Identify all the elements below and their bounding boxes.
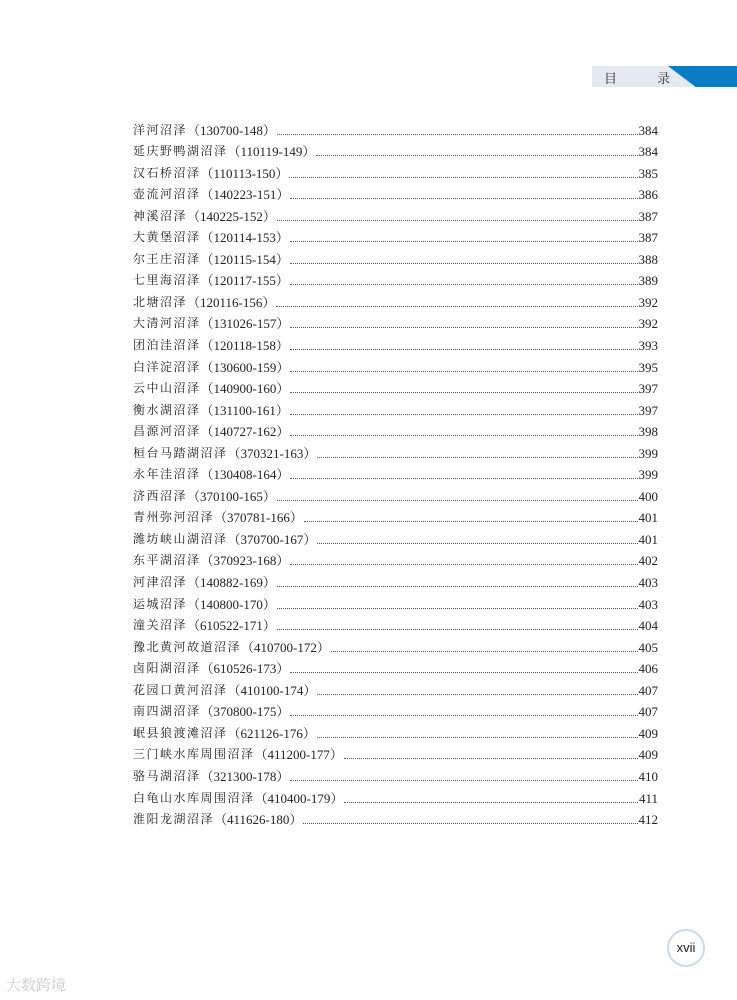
entry-page: 403 bbox=[638, 575, 658, 591]
toc-entry[interactable] bbox=[133, 485, 658, 507]
entry-code: （370800-175） bbox=[200, 704, 290, 720]
entry-name: 昌源河沼泽 bbox=[133, 424, 201, 439]
entry-code-value: 120117-155 bbox=[213, 273, 276, 289]
entry-code: （120115-154） bbox=[200, 251, 289, 267]
entry-page: 389 bbox=[638, 273, 658, 289]
entry-code-value: 131100-161 bbox=[213, 402, 276, 418]
entry-name: 骆马湖沼泽 bbox=[133, 768, 201, 783]
entry-name: 岷县狼渡滩沼泽 bbox=[133, 725, 228, 740]
toc-entry[interactable] bbox=[133, 787, 658, 809]
entry-page: 405 bbox=[638, 639, 658, 655]
toc-entry[interactable] bbox=[133, 442, 658, 464]
toc-entry[interactable] bbox=[133, 399, 658, 421]
toc-entry[interactable] bbox=[133, 571, 658, 593]
entry-page: 392 bbox=[638, 294, 658, 310]
leader-dots bbox=[344, 758, 638, 759]
entry-code-value: 610526-173 bbox=[213, 661, 277, 677]
entry-page: 384 bbox=[638, 122, 658, 138]
leader-dots bbox=[277, 500, 638, 501]
entry-code: （321300-178） bbox=[200, 768, 290, 784]
section-header bbox=[592, 66, 737, 87]
leader-dots bbox=[290, 198, 637, 199]
toc-entry[interactable] bbox=[133, 765, 658, 787]
entry-code-value: 410400-179 bbox=[267, 790, 331, 806]
toc-entry[interactable] bbox=[133, 141, 658, 163]
leader-dots bbox=[290, 263, 638, 264]
entry-page: 401 bbox=[638, 531, 658, 547]
entry-page: 399 bbox=[638, 445, 658, 461]
entry-code: （131100-161） bbox=[200, 402, 289, 418]
toc-entry[interactable] bbox=[133, 184, 658, 206]
leader-dots bbox=[290, 392, 637, 393]
entry-code: （140223-151） bbox=[200, 187, 290, 203]
entry-page: 411 bbox=[638, 790, 658, 806]
toc-entry[interactable] bbox=[133, 507, 658, 529]
entry-code-value: 130600-159 bbox=[213, 359, 277, 375]
entry-page: 406 bbox=[638, 661, 658, 677]
entry-code: （610526-173） bbox=[200, 661, 290, 677]
entry-code-value: 131026-157 bbox=[213, 316, 277, 332]
entry-name: 三门峡水库周围沼泽 bbox=[133, 747, 255, 762]
entry-code: （130408-164） bbox=[200, 467, 290, 483]
entry-code: （140225-152） bbox=[187, 208, 276, 224]
entry-page: 398 bbox=[638, 424, 658, 440]
entry-code-value: 370700-167 bbox=[240, 531, 304, 547]
entry-name: 桓台马踏湖沼泽 bbox=[133, 445, 228, 460]
entry-code: （120117-155） bbox=[200, 273, 289, 289]
entry-code: （411200-177） bbox=[254, 747, 343, 763]
entry-name: 白龟山水库周围沼泽 bbox=[133, 790, 255, 805]
entry-name: 潼关沼泽 bbox=[133, 618, 188, 633]
entry-code-value: 410700-172 bbox=[254, 639, 317, 655]
leader-dots bbox=[290, 780, 637, 781]
leader-dots bbox=[290, 672, 637, 673]
leader-dots bbox=[276, 306, 637, 307]
entry-code: （120118-158） bbox=[200, 338, 289, 354]
leader-dots bbox=[277, 586, 638, 587]
entry-page: 393 bbox=[638, 338, 658, 354]
entry-page: 409 bbox=[638, 725, 658, 741]
toc-entry[interactable] bbox=[133, 291, 658, 313]
entry-code: （370700-167） bbox=[227, 531, 317, 547]
entry-name: 衡水湖沼泽 bbox=[133, 402, 201, 417]
entry-code: （140727-162） bbox=[200, 424, 290, 440]
entry-code: （120114-153） bbox=[200, 230, 289, 246]
entry-code-value: 120114-153 bbox=[213, 230, 276, 246]
entry-name: 河津沼泽 bbox=[133, 575, 188, 590]
leader-dots bbox=[290, 478, 637, 479]
entry-name: 运城沼泽 bbox=[133, 596, 188, 611]
entry-name: 尔王庄沼泽 bbox=[133, 251, 201, 266]
leader-dots bbox=[290, 241, 638, 242]
entry-code-value: 140900-160 bbox=[213, 381, 277, 397]
leader-dots bbox=[290, 435, 637, 436]
entry-page: 407 bbox=[638, 682, 658, 698]
entry-code: （130600-159） bbox=[200, 359, 290, 375]
entry-code-value: 411626-180 bbox=[227, 812, 290, 828]
entry-name: 神溪沼泽 bbox=[133, 208, 188, 223]
entry-page: 401 bbox=[638, 510, 658, 526]
entry-code-value: 140727-162 bbox=[213, 424, 277, 440]
entry-name: 东平湖沼泽 bbox=[133, 553, 201, 568]
leader-dots bbox=[290, 327, 637, 328]
leader-dots bbox=[317, 543, 637, 544]
toc-entry[interactable] bbox=[133, 550, 658, 572]
entry-name: 南四湖沼泽 bbox=[133, 704, 201, 719]
entry-code-value: 130700-148 bbox=[200, 122, 263, 138]
entry-page: 400 bbox=[638, 488, 658, 504]
entry-code: （140900-160） bbox=[200, 381, 290, 397]
entry-code-value: 140225-152 bbox=[200, 208, 263, 224]
entry-page: 409 bbox=[638, 747, 658, 763]
entry-name: 汉石桥沼泽 bbox=[133, 165, 201, 180]
entry-name: 团泊洼沼泽 bbox=[133, 338, 201, 353]
entry-code-value: 110119-149 bbox=[240, 144, 303, 160]
entry-code-value: 321300-178 bbox=[213, 768, 277, 784]
entry-code: （110119-149） bbox=[227, 144, 316, 160]
entry-name: 潍坊峡山湖沼泽 bbox=[133, 531, 228, 546]
entry-page: 384 bbox=[638, 144, 658, 160]
entry-name: 大黄堡沼泽 bbox=[133, 230, 201, 245]
toc-entry[interactable] bbox=[133, 701, 658, 723]
entry-name: 云中山沼泽 bbox=[133, 381, 201, 396]
entry-code: （130700-148） bbox=[187, 122, 276, 138]
leader-dots bbox=[290, 715, 637, 716]
leader-dots bbox=[290, 349, 638, 350]
entry-page: 387 bbox=[638, 208, 658, 224]
entry-page: 397 bbox=[638, 402, 658, 418]
entry-name: 壶流河沼泽 bbox=[133, 187, 201, 202]
toc-entry[interactable] bbox=[133, 809, 658, 831]
entry-page: 399 bbox=[638, 467, 658, 483]
entry-code-value: 410100-174 bbox=[240, 682, 304, 698]
entry-page: 395 bbox=[638, 359, 658, 375]
entry-code-value: 120116-156 bbox=[200, 294, 263, 310]
leader-dots bbox=[277, 220, 638, 221]
entry-code-value: 411200-177 bbox=[267, 747, 330, 763]
toc-entry[interactable] bbox=[133, 658, 658, 680]
entry-page: 386 bbox=[638, 187, 658, 203]
table-of-contents bbox=[133, 119, 658, 830]
entry-code-value: 140882-169 bbox=[200, 575, 263, 591]
entry-code-value: 370800-175 bbox=[213, 704, 277, 720]
entry-name: 卤阳湖沼泽 bbox=[133, 661, 201, 676]
entry-page: 388 bbox=[638, 251, 658, 267]
leader-dots bbox=[290, 284, 638, 285]
entry-code: （621126-176） bbox=[227, 725, 316, 741]
entry-code: （410700-172） bbox=[241, 639, 330, 655]
entry-page: 387 bbox=[638, 230, 658, 246]
entry-page: 397 bbox=[638, 381, 658, 397]
toc-entry[interactable] bbox=[133, 722, 658, 744]
leader-dots bbox=[290, 371, 637, 372]
toc-entry[interactable] bbox=[133, 313, 658, 335]
entry-code-value: 370100-165 bbox=[200, 488, 263, 504]
entry-name: 青州弥河沼泽 bbox=[133, 510, 215, 525]
toc-entry[interactable] bbox=[133, 205, 658, 227]
leader-dots bbox=[317, 737, 638, 738]
leader-dots bbox=[331, 651, 638, 652]
entry-name: 大清河沼泽 bbox=[133, 316, 201, 331]
entry-code-value: 110113-150 bbox=[213, 165, 276, 181]
toc-entry[interactable] bbox=[133, 528, 658, 550]
entry-name: 北塘沼泽 bbox=[133, 294, 188, 309]
entry-name: 花园口黄河沼泽 bbox=[133, 682, 228, 697]
entry-name: 永年洼沼泽 bbox=[133, 467, 201, 482]
entry-code: （370321-163） bbox=[227, 445, 317, 461]
entry-name: 淮阳龙湖沼泽 bbox=[133, 812, 215, 827]
toc-entry[interactable] bbox=[133, 744, 658, 766]
header-title: 目 录 bbox=[604, 72, 689, 87]
entry-page: 402 bbox=[638, 553, 658, 569]
entry-page: 410 bbox=[638, 768, 658, 784]
entry-code-value: 120115-154 bbox=[213, 251, 276, 267]
entry-code: （120116-156） bbox=[187, 294, 276, 310]
toc-entry[interactable] bbox=[133, 464, 658, 486]
entry-page: 404 bbox=[638, 618, 658, 634]
entry-page: 407 bbox=[638, 704, 658, 720]
entry-code: （370100-165） bbox=[187, 488, 276, 504]
entry-code: （410400-179） bbox=[254, 790, 344, 806]
entry-code-value: 120118-158 bbox=[213, 338, 276, 354]
toc-entry[interactable] bbox=[133, 636, 658, 658]
leader-dots bbox=[317, 457, 637, 458]
entry-name: 豫北黄河故道沼泽 bbox=[133, 639, 242, 654]
entry-code-value: 370923-168 bbox=[213, 553, 277, 569]
leader-dots bbox=[303, 823, 637, 824]
page-number: xvii bbox=[667, 929, 705, 967]
entry-code-value: 370781-166 bbox=[227, 510, 290, 526]
toc-entry[interactable] bbox=[133, 227, 658, 249]
leader-dots bbox=[344, 802, 638, 803]
toc-entry[interactable] bbox=[133, 334, 658, 356]
entry-page: 392 bbox=[638, 316, 658, 332]
entry-code: （110113-150） bbox=[200, 165, 289, 181]
entry-code-value: 130408-164 bbox=[213, 467, 277, 483]
entry-name: 洋河沼泽 bbox=[133, 122, 188, 137]
entry-code: （370923-168） bbox=[200, 553, 290, 569]
leader-dots bbox=[277, 608, 638, 609]
entry-name: 济西沼泽 bbox=[133, 488, 188, 503]
entry-code: （140882-169） bbox=[187, 575, 276, 591]
watermark: 大数跨境 bbox=[6, 976, 67, 994]
entry-name: 七里海沼泽 bbox=[133, 273, 201, 288]
toc-entry[interactable] bbox=[133, 421, 658, 443]
entry-code-value: 610522-171 bbox=[200, 618, 263, 634]
entry-code: （370781-166） bbox=[214, 510, 303, 526]
entry-page: 385 bbox=[638, 165, 658, 181]
entry-code: （610522-171） bbox=[187, 618, 276, 634]
entry-code-value: 140800-170 bbox=[200, 596, 263, 612]
toc-entry[interactable] bbox=[133, 270, 658, 292]
entry-code: （411626-180） bbox=[214, 812, 303, 828]
entry-code: （410100-174） bbox=[227, 682, 317, 698]
toc-entry[interactable] bbox=[133, 119, 658, 141]
leader-dots bbox=[316, 155, 637, 156]
toc-entry[interactable] bbox=[133, 356, 658, 378]
entry-code: （140800-170） bbox=[187, 596, 276, 612]
leader-dots bbox=[289, 177, 637, 178]
entry-code-value: 140223-151 bbox=[213, 187, 277, 203]
toc-entry[interactable] bbox=[133, 615, 658, 637]
leader-dots bbox=[304, 521, 638, 522]
leader-dots bbox=[317, 694, 637, 695]
leader-dots bbox=[277, 134, 638, 135]
leader-dots bbox=[290, 564, 637, 565]
toc-entry[interactable] bbox=[133, 248, 658, 270]
toc-entry[interactable] bbox=[133, 593, 658, 615]
entry-code-value: 370321-163 bbox=[240, 445, 304, 461]
entry-page: 403 bbox=[638, 596, 658, 612]
leader-dots bbox=[290, 414, 638, 415]
entry-name: 延庆野鸭湖沼泽 bbox=[133, 144, 228, 159]
toc-entry[interactable] bbox=[133, 162, 658, 184]
entry-name: 白洋淀沼泽 bbox=[133, 359, 201, 374]
entry-code-value: 621126-176 bbox=[240, 725, 303, 741]
toc-entry[interactable] bbox=[133, 679, 658, 701]
toc-entry[interactable] bbox=[133, 378, 658, 400]
entry-code: （131026-157） bbox=[200, 316, 290, 332]
leader-dots bbox=[277, 629, 638, 630]
entry-page: 412 bbox=[638, 812, 658, 828]
